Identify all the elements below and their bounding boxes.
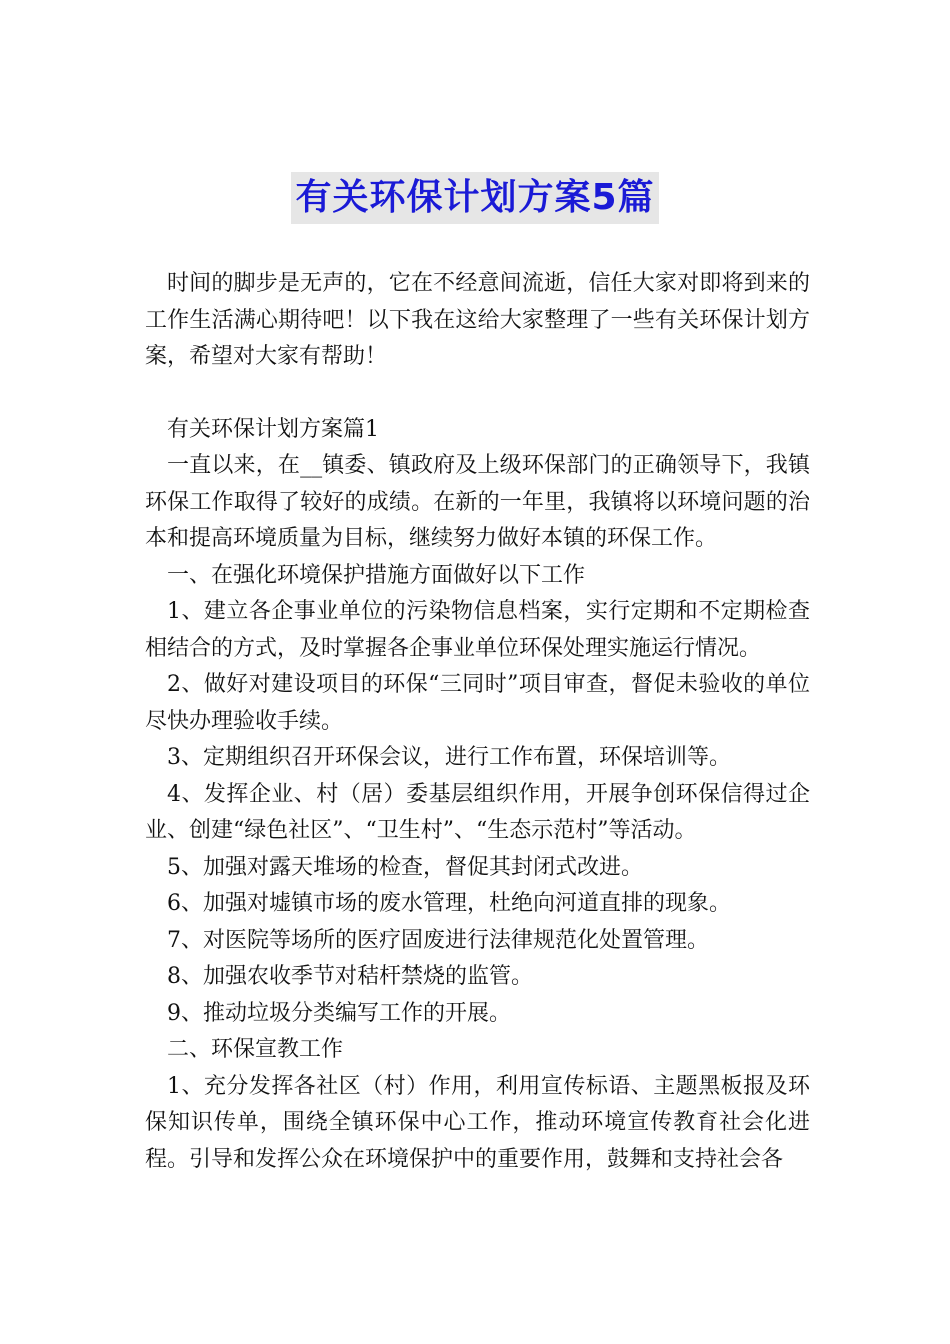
part1-item: 7、对医院等场所的医疗固废进行法律规范化处置管理。: [167, 927, 709, 953]
title-container: [0, 172, 950, 224]
part1-item: 9、推动垃圾分类编写工作的开展。: [167, 1000, 511, 1026]
section-heading: 有关环保计划方案篇1: [167, 416, 379, 442]
opening-paragraph: 一直以来，在__镇委、镇政府及上级环保部门的正确领导下，我镇环保工作取得了较好的成绩。在新的一年里，我镇将以环境问题的治本和提高环境质量为目标，继续努力做好本镇的环保工作。: [145, 453, 810, 551]
part1-item: 4、发挥企业、村（居）委基层组织作用，开展争创环保信得过企业、创建“绿色社区”、“卫生村”、“生态示范村”等活动。: [145, 781, 810, 843]
part1-item: 6、加强对墟镇市场的废水管理，杜绝向河道直排的现象。: [167, 891, 731, 916]
part1-heading: 一、在强化环境保护措施方面做好以下工作: [167, 562, 586, 588]
part1-item: 2、做好对建设项目的环保“三同时”项目审查，督促未验收的单位尽快办理验收手续。: [145, 672, 810, 734]
part1-item: 1、建立各企事业单位的污染物信息档案，实行定期和不定期检查相结合的方式，及时掌握各企事业单位环保处理实施运行情况。: [145, 599, 810, 661]
document-title: 有关环保计划方案5篇: [291, 172, 658, 224]
part1-item: 5、加强对露天堆场的检查，督促其封闭式改进。: [167, 854, 643, 880]
part1-item: 8、加强农收季节对秸杆禁烧的监管。: [167, 964, 533, 989]
document-body: [145, 266, 810, 1178]
part2-item: 1、充分发挥各社区（村）作用，利用宣传标语、主题黑板报及环保知识传单，围绕全镇环保中心工作，推动环境宣传教育社会化进程。引导和发挥公众在环境保护中的重要作用，鼓舞和支持社会各: [145, 1073, 810, 1172]
part1-item: 3、定期组织召开环保会议，进行工作布置，环保培训等。: [167, 745, 731, 770]
paragraph-gap: [145, 376, 810, 412]
intro-paragraph: 时间的脚步是无声的，它在不经意间流逝，信任大家对即将到来的工作生活满心期待吧！以下我在这给大家整理了一些有关环保计划方案，希望对大家有帮助！: [145, 271, 810, 369]
part2-heading: 二、环保宣教工作: [167, 1037, 344, 1062]
